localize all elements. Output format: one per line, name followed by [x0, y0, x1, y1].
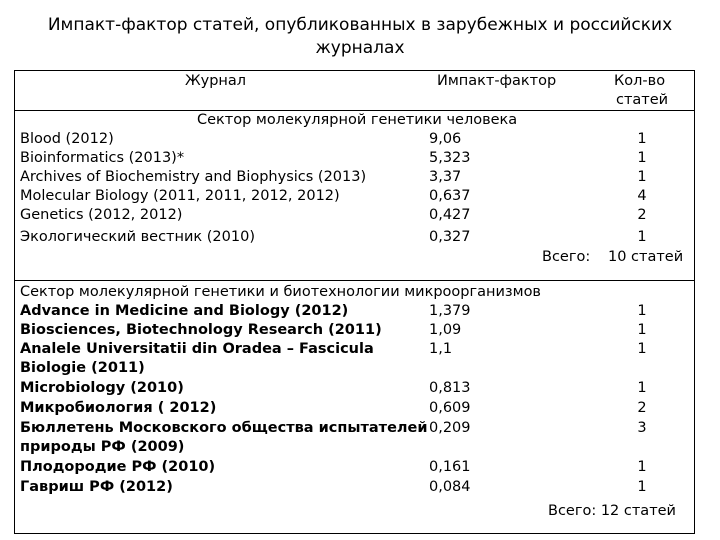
- table-row-count: 1: [637, 459, 647, 475]
- table-row-impact: 9,06: [429, 131, 462, 147]
- table-row-journal: Bioinformatics (2013)*: [20, 150, 185, 166]
- header-count-line-2: статей: [616, 92, 669, 108]
- table-row-journal: Advance in Medicine and Biology (2012): [20, 303, 349, 319]
- table-row-journal: Microbiology (2010): [20, 380, 184, 396]
- header-journal: Журнал: [185, 73, 247, 89]
- table-row-journal: Analele Universitatii din Oradea – Fascicula: [20, 341, 374, 357]
- table-row-journal: Микробиология ( 2012): [20, 400, 217, 416]
- header-count: Кол-во: [614, 73, 666, 89]
- header-impact-factor: Импакт-фактор: [437, 73, 557, 89]
- table-row-count: 1: [637, 341, 647, 357]
- section-1-title: Сектор молекулярной генетики человека: [197, 112, 518, 128]
- table-row-journal: Экологический вестник (2010): [20, 229, 255, 245]
- table-row-impact: 0,161: [429, 459, 471, 475]
- table-row-count: 1: [637, 322, 647, 338]
- table-row-journal-continued: природы РФ (2009): [20, 439, 185, 455]
- table-row-journal: Плодородие РФ (2010): [20, 459, 216, 475]
- table-row-impact: 0,813: [429, 380, 471, 396]
- table-row-impact: 0,084: [429, 479, 471, 495]
- table-row-count: 1: [637, 380, 647, 396]
- page-title: [20, 14, 700, 60]
- table-row-impact: 5,323: [429, 150, 471, 166]
- table-row-count: 1: [637, 229, 647, 245]
- table-row-count: 3: [637, 420, 647, 436]
- table-row-impact: 1,1: [429, 341, 453, 357]
- table-row-count: 1: [637, 169, 647, 185]
- table-row-journal: Гавриш РФ (2012): [20, 479, 173, 495]
- title-line-1: Импакт-фактор статей, опубликованных в зарубежных и российских: [47, 15, 673, 35]
- table-row-count: 1: [637, 131, 647, 147]
- table-row-journal: Molecular Biology (2011, 2011, 2012, 2012): [20, 188, 340, 204]
- table-row-journal: Blood (2012): [20, 131, 114, 147]
- table-row-impact: 0,637: [429, 188, 471, 204]
- section-2-title: Сектор молекулярной генетики и биотехнологии микроорганизмов: [20, 284, 541, 300]
- table-row-count: 1: [637, 303, 647, 319]
- table-row-count: 1: [637, 479, 647, 495]
- table-row-journal: Genetics (2012, 2012): [20, 207, 183, 223]
- table-row-impact: 1,379: [429, 303, 471, 319]
- section-2-total: Всего: 12 статей: [548, 503, 676, 519]
- table-row-journal: Бюллетень Московского общества испытателей: [20, 420, 428, 436]
- section-1-total-label: Всего:: [542, 249, 591, 265]
- table-row-count: 2: [637, 207, 647, 223]
- table-row-count: 1: [637, 150, 647, 166]
- section-divider: [14, 280, 695, 281]
- table-row-impact: 1,09: [429, 322, 462, 338]
- section-1-total-value: 10 статей: [608, 249, 684, 265]
- table-row-impact: 0,327: [429, 229, 471, 245]
- table-row-journal-continued: Biologie (2011): [20, 360, 145, 376]
- table-row-impact: 0,209: [429, 420, 471, 436]
- title-line-2: журналах: [315, 38, 405, 58]
- table-row-count: 2: [637, 400, 647, 416]
- table-row-impact: 3,37: [429, 169, 462, 185]
- table-row-journal: Archives of Biochemistry and Biophysics (2013): [20, 169, 367, 185]
- table-row-impact: 0,609: [429, 400, 471, 416]
- table-row-count: 4: [637, 188, 647, 204]
- table-row-impact: 0,427: [429, 207, 471, 223]
- table-row-journal: Biosciences, Biotechnology Research (2011): [20, 322, 382, 338]
